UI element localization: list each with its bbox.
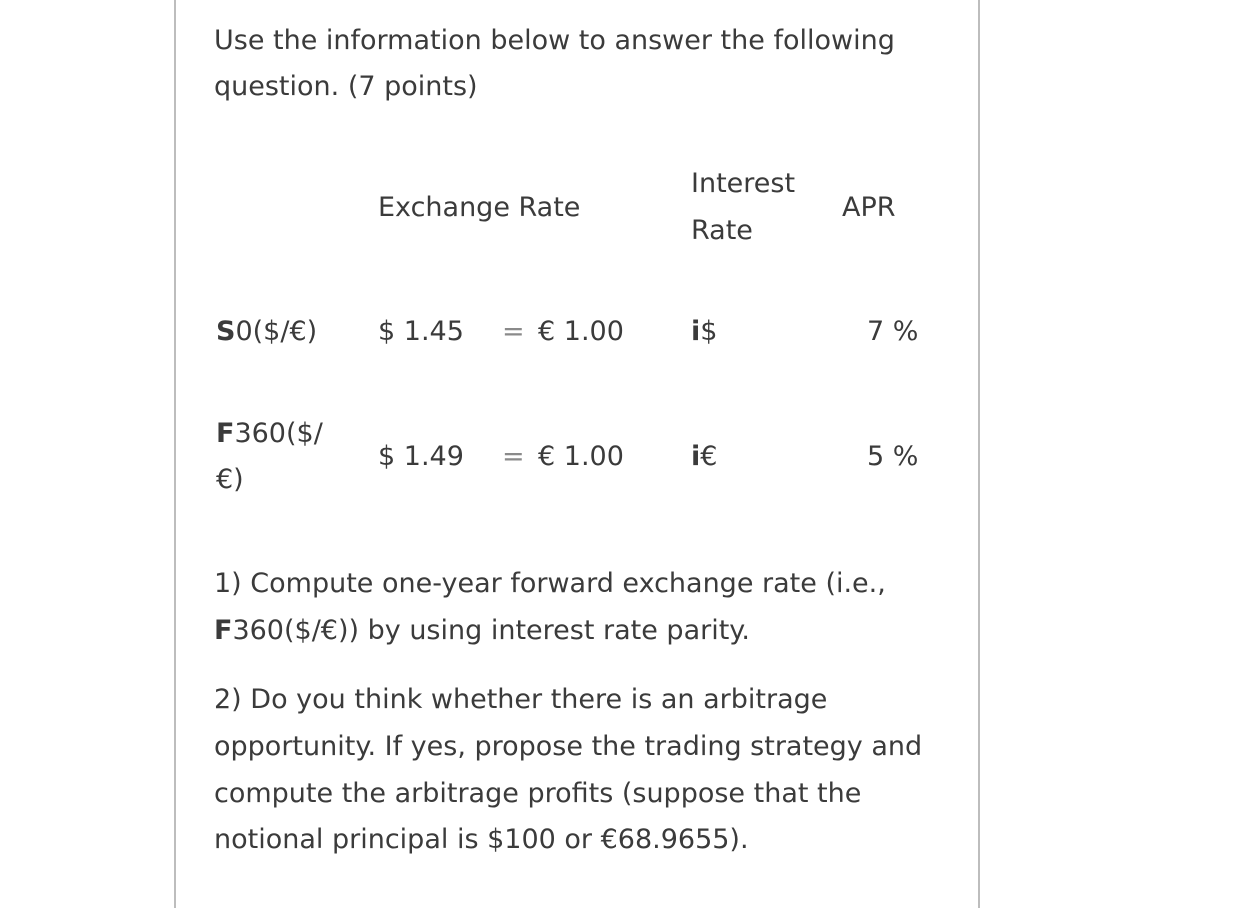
forward-rate-label-line-2: €) [216,464,244,495]
forward-rate-dollar: $ 1.49 [378,441,464,472]
question-1-line-2 [214,608,750,654]
forward-rate-label-symbol: F [216,418,235,449]
header-apr: APR [842,192,896,223]
header-exchange-rate: Exchange Rate [378,192,581,223]
question-2-line-1: 2) Do you think whether there is an arbitrage [214,684,828,715]
question-2-line-3: compute the arbitrage profits (suppose that the [214,778,862,809]
header-interest-rate-line-2: Rate [691,215,753,246]
intro-line-2: question. (7 points) [214,71,478,102]
dollar-interest-rate-symbol: i [691,316,701,347]
header-interest-rate-line-1: Interest [691,168,796,199]
spot-rate-euro: € 1.00 [538,316,624,347]
forward-rate-equals: = [502,441,525,472]
spot-rate-label [216,309,317,355]
spot-rate-equals: = [502,316,525,347]
spot-rate-label-symbol: S [216,316,236,347]
forward-rate-label-rest: 360($/ [234,418,323,449]
question-1-line-2-text: 360($/€)) by using interest rate parity. [232,615,751,646]
euro-apr-value: 5 % [867,441,919,472]
dollar-interest-rate-label [691,309,717,355]
dollar-apr-value: 7 % [867,316,919,347]
question-1-forward-symbol: F [214,615,233,646]
spot-rate-dollar: $ 1.45 [378,316,464,347]
spot-rate-label-rest: 0($/€) [235,316,318,347]
question-1-line-1: 1) Compute one-year forward exchange rate (i.e., [214,568,886,599]
euro-interest-rate-symbol: i [691,441,701,472]
dollar-interest-rate-currency: $ [700,316,718,347]
euro-interest-rate-currency: € [700,441,718,472]
intro-line-1: Use the information below to answer the following [214,25,895,56]
forward-rate-label-line-1 [216,411,323,457]
question-2-line-4: notional principal is $100 or €68.9655). [214,824,749,855]
forward-rate-euro: € 1.00 [538,441,624,472]
euro-interest-rate-label [691,434,717,480]
question-2-line-2: opportunity. If yes, propose the trading strategy and [214,731,923,762]
